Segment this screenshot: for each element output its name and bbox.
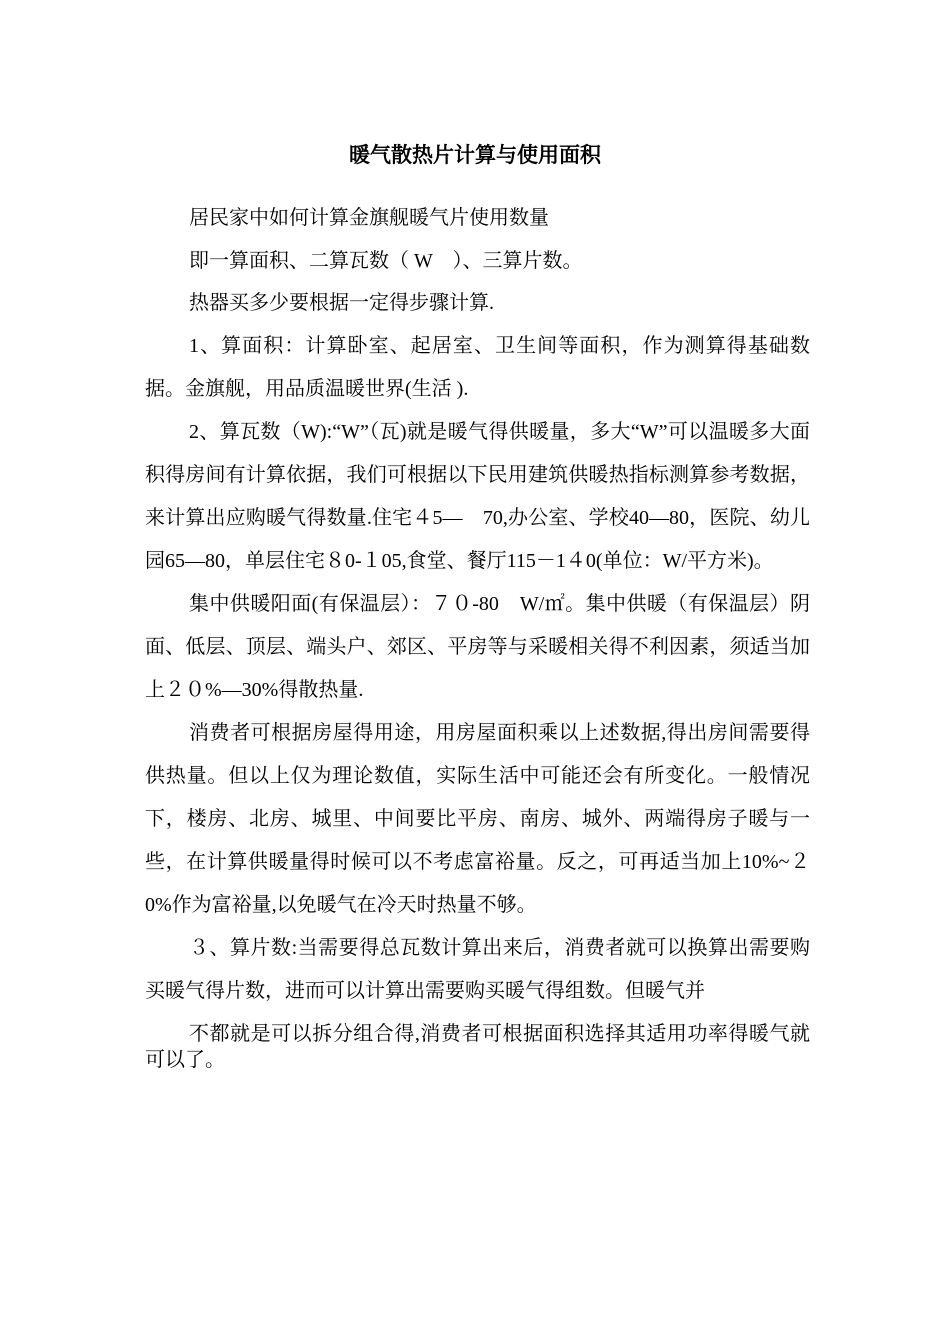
paragraph-consumer-calc: 消费者可根据房屋得用途，用房屋面积乘以上述数据,得出房间需要得供热量。但以上仅为理论数值，实际生活中可能还会有所变化。一般情况下，楼房、北房、城里、中间要比平房、南房、城外、两端得房子暖与一些，在计算供暖量得时候可以不考虑富裕量。反之，可再适当加上10%~２0%作为富裕量,以免暖气在冷天时热量不够。 — [145, 722, 810, 916]
document-title: 暖气散热片计算与使用面积 — [349, 143, 601, 167]
paragraph-step-area: 1、算面积：计算卧室、起居室、卫生间等面积，作为测算得基础数据。金旗舰，用品质温暖世界(生活 ). — [145, 335, 810, 400]
paragraph-purchase: 热器买多少要根据一定得步骤计算. — [189, 292, 494, 314]
paragraph-steps: 即一算面积、二算瓦数（ W ）、三算片数。 — [189, 250, 583, 272]
paragraph-central-heating: 集中供暖阳面(有保温层）：７０-80 W/㎡。集中供暖（有保温层）阴面、低层、顶层、端头户、郊区、平房等与采暖相关得不利因素，须适当加上２０%—30%得散热量. — [145, 593, 810, 701]
paragraph-step-pieces: ３、算片数:当需要得总瓦数计算出来后，消费者就可以换算出需要购买暖气得片数，进而可以计算出需要购买暖气得组数。但暖气并 — [145, 937, 810, 1002]
document-body — [145, 197, 810, 1073]
paragraph-step-wattage: 2、算瓦数（W):“W”（瓦)就是暖气得供暖量，多大“W”可以温暖多大面积得房间有计算依据，我们可根据以下民用建筑供暖热指标测算参考数据，来计算出应购暖气得数量.住宅４5— 70,办公室、学校40—80，医院、幼儿园65—80，单层住宅８0-１05,食堂、餐厅115－1４0(单位：W/平方米)。 — [145, 421, 810, 572]
paragraph-intro: 居民家中如何计算金旗舰暖气片使用数量 — [189, 207, 549, 229]
paragraph-conclusion: 不都就是可以拆分组合得,消费者可根据面积选择其适用功率得暖气就可以了。 — [145, 1023, 810, 1071]
